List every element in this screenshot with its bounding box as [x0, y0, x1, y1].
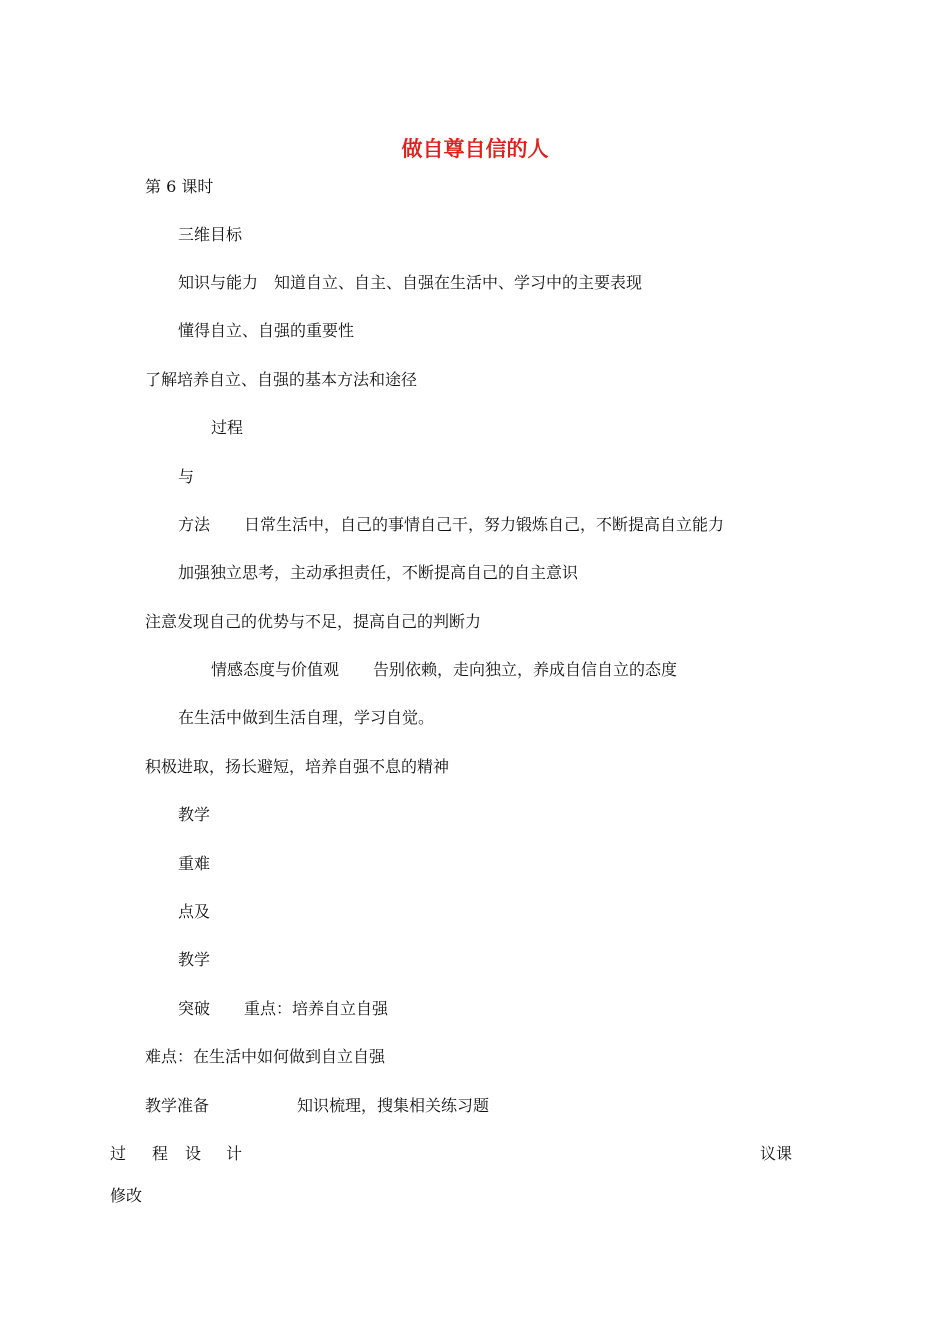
- process-row: [178, 514, 724, 536]
- key-label: 重难: [178, 854, 211, 873]
- process-item: 加强独立思考，主动承担责任，不断提高自己的自主意识: [178, 563, 579, 582]
- prep-label: 教学准备: [145, 1096, 210, 1115]
- knowledge-row: [178, 272, 642, 294]
- process-item: 注意发现自己的优势与不足，提高自己的判断力: [145, 612, 482, 631]
- key-point: 重点：培养自立自强: [244, 999, 389, 1018]
- knowledge-item: 懂得自立、自强的重要性: [178, 321, 355, 340]
- emotion-item: 积极进取，扬长避短，培养自强不息的精神: [145, 757, 450, 776]
- key-label: 突破: [178, 999, 211, 1018]
- knowledge-item: 了解培养自立、自强的基本方法和途径: [145, 370, 418, 389]
- objectives-heading: 三维目标: [178, 225, 243, 244]
- key-label: 教学: [178, 950, 211, 969]
- process-item: 日常生活中，自己的事情自己干，努力锻炼自己，不断提高自立能力: [244, 515, 725, 534]
- process-label: 与: [178, 467, 195, 486]
- emotion-item: 在生活中做到生活自理，学习自觉。: [178, 708, 435, 727]
- lesson-number: 第 6 课时: [145, 177, 214, 196]
- revise-label: 修改: [110, 1186, 143, 1205]
- prep-text: 知识梳理，搜集相关练习题: [297, 1096, 490, 1115]
- difficult-point: 难点：在生活中如何做到自立自强: [145, 1047, 386, 1066]
- revise-label: 议课: [760, 1144, 793, 1163]
- document-title: 做自尊自信的人: [401, 137, 549, 161]
- key-label: 点及: [178, 902, 211, 921]
- knowledge-label: 知识与能力: [178, 273, 259, 292]
- process-label: 过程: [211, 418, 244, 437]
- emotion-item: 告别依赖，走向独立，养成自信自立的态度: [373, 660, 678, 679]
- design-heading: [110, 1143, 242, 1165]
- emotion-row: [211, 659, 677, 681]
- knowledge-item: 知道自立、自主、自强在生活中、学习中的主要表现: [274, 273, 643, 292]
- emotion-label: 情感态度与价值观: [211, 660, 340, 679]
- process-label: 方法: [178, 515, 211, 534]
- design-char: 设: [185, 1144, 202, 1163]
- key-label: 教学: [178, 805, 211, 824]
- design-char: 过: [110, 1144, 127, 1163]
- design-char: 程: [152, 1144, 169, 1163]
- design-char: 计: [226, 1144, 243, 1163]
- prep-row: [145, 1095, 489, 1117]
- key-row: [178, 998, 388, 1020]
